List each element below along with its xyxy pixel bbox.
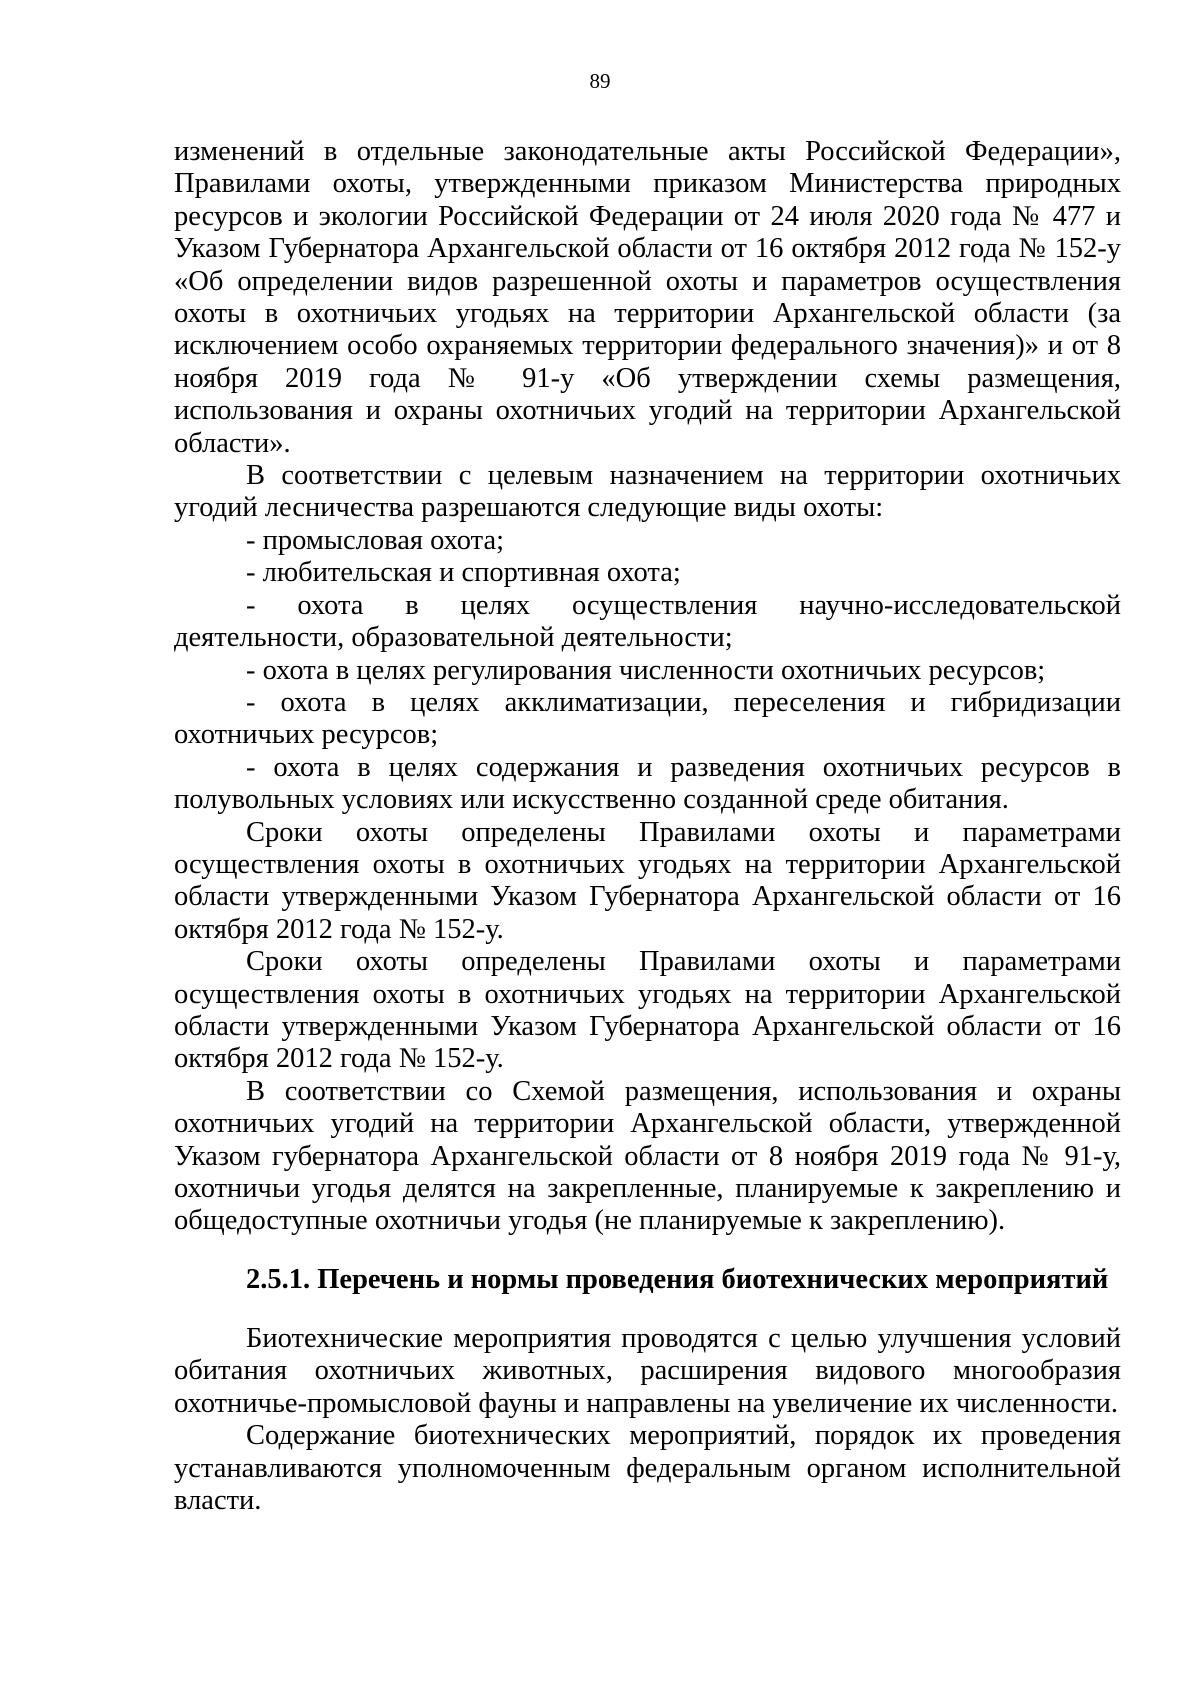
paragraph: Содержание биотехнических мероприятий, порядок их проведения устанавливаются уполномоченным федеральным органом исполнительной власти. (174, 1420, 1121, 1517)
list-item: - охота в целях содержания и разведения охотничьих ресурсов в полувольных условиях или искусственно созданной среде обитания. (174, 751, 1121, 816)
paragraph: изменений в отдельные законодательные акты Российской Федерации», Правилами охоты, утвержденными приказом Министерства природных ресурсов и экологии Российской Федерации от 24 июля 2020 года № 477 и Указом Губернатора Архангельской области от 16 октября 2012 года № 152-у «Об определении видов разрешенной охоты и параметров осуществления охоты в охотничьих угодьях на территории Архангельской области (за исключением особо охраняемых территории федерального значения)» и от 8 ноября 2019 года № 91-у «Об утверждении схемы размещения, использования и охраны охотничьих угодий на территории Архангельской области». (174, 136, 1121, 459)
paragraph: Сроки охоты определены Правилами охоты и параметрами осуществления охоты в охотничьих угодьях на территории Архангельской области утвержденными Указом Губернатора Архангельской области от 16 октября 2012 года № 152-у. (174, 946, 1121, 1075)
list-item: - охота в целях осуществления научно-исследовательской деятельности, образовательной деятельности; (174, 589, 1121, 654)
paragraph: Сроки охоты определены Правилами охоты и параметрами осуществления охоты в охотничьих угодьях на территории Архангельской области утвержденными Указом Губернатора Архангельской области от 16 октября 2012 года № 152-у. (174, 816, 1121, 945)
section-body (174, 1323, 1121, 1517)
list-item: - промысловая охота; (246, 524, 505, 556)
list-item: - охота в целях регулирования численности охотничьих ресурсов; (246, 654, 1046, 686)
paragraph: Биотехнические мероприятия проводятся с целью улучшения условий обитания охотничьих животных, расширения видового многообразия охотничье-промысловой фауны и направлены на увеличение их численности. (174, 1323, 1121, 1419)
section-heading: 2.5.1. Перечень и нормы проведения биотехнических мероприятий (246, 1264, 1109, 1295)
paragraph: В соответствии со Схемой размещения, использования и охраны охотничьих угодий на территории Архангельской области, утвержденной Указом губернатора Архангельской области от 8 ноября 2019 года № 91-у, охотничьи угодья делятся на закрепленные, планируемые к закреплению и общедоступные охотничьи угодья (не планируемые к закреплению). (174, 1075, 1121, 1237)
paragraph: В соответствии с целевым назначением на территории охотничьих угодий лесничества разрешаются следующие виды охоты: (174, 460, 1121, 524)
list-item: - охота в целях акклиматизации, переселения и гибридизации охотничьих ресурсов; (174, 686, 1121, 751)
list-item: - любительская и спортивная охота; (246, 557, 681, 589)
document-body (174, 136, 1121, 1238)
page-number: 89 (589, 69, 611, 93)
